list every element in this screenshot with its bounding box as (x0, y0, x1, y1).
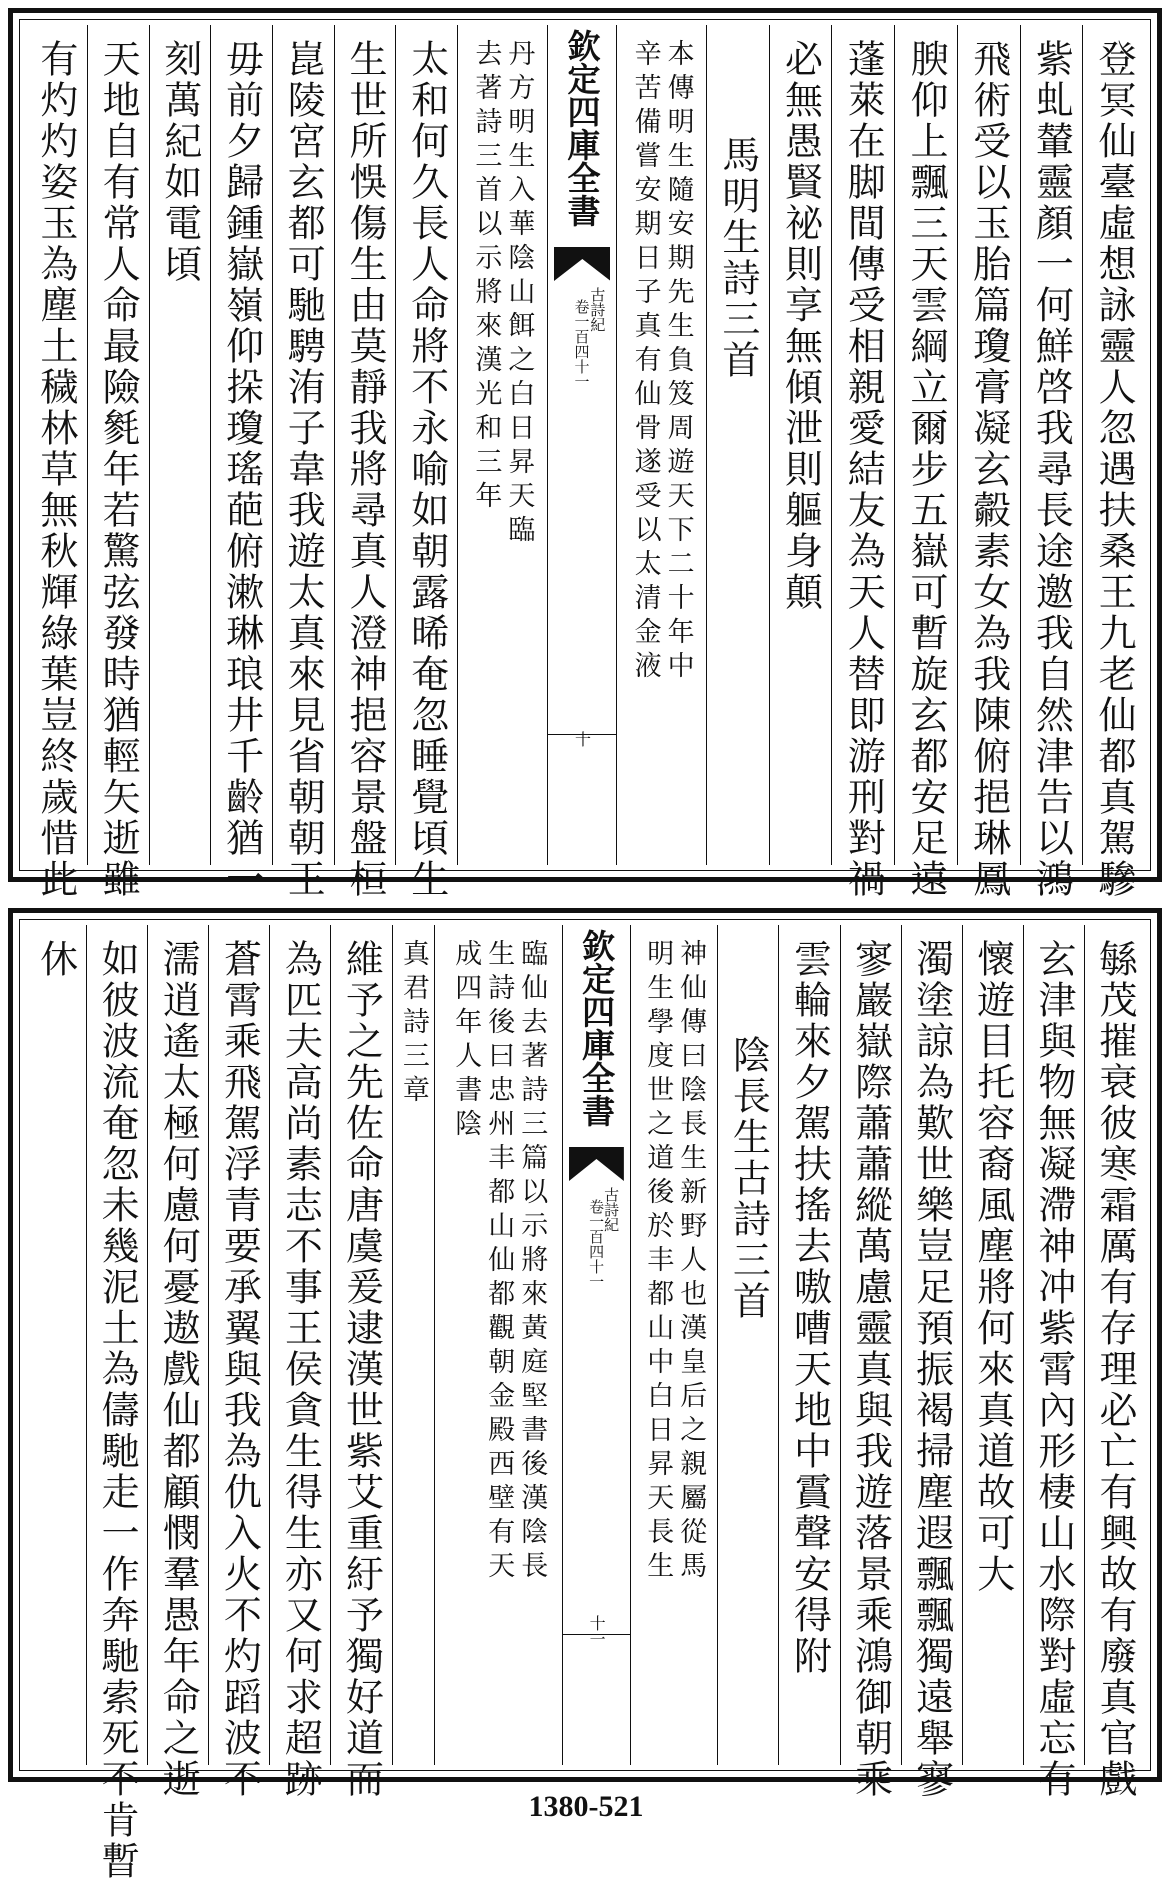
verse-line: 休 (33, 939, 78, 980)
note-line: 神仙傳曰陰長生新野人也漢皇后之親屬從馬 (675, 939, 707, 1585)
leaf-number: 十一 (587, 1615, 607, 1647)
verse-line: 緐茂摧衰彼寒霜厲有存理必亡有興故有廢真官戲 (1092, 939, 1137, 1800)
text-column (334, 25, 396, 900)
text-column (149, 25, 211, 865)
text-column (210, 25, 272, 900)
text-column (208, 925, 269, 1800)
verse-line: 懷遊目托容裔風塵將何來真道故可大 (970, 939, 1015, 1595)
verse-line: 刻萬紀如電頃 (157, 39, 202, 285)
verse-line: 蓬萊在脚間傳受相親愛結友為天人替即游刑對禍 (841, 39, 886, 900)
verse-line: 維予之先佐命唐虞爰逮漢世紫艾重紆予獨好道而 (339, 939, 384, 1800)
center-fold (562, 925, 630, 1765)
text-column (894, 25, 957, 900)
verse-line: 必無愚賢祕則享無傾泄則軀身顛 (778, 39, 823, 613)
text-column (831, 25, 894, 900)
center-fold (547, 25, 617, 865)
volume-number: 卷一百四十一 (587, 1199, 606, 1289)
library-title: 欽定四庫全書 (562, 29, 602, 227)
top-columns (25, 25, 1145, 900)
text-column (25, 25, 87, 900)
verse-line: 生世所悞傷生由莫靜我將尋真人澄神挹容景盤桓 (343, 39, 388, 900)
note-column (392, 925, 435, 1765)
verse-line: 紫虬輦靈顏一何鮮啓我尋長途邀我自然津告以鴻 (1029, 39, 1074, 900)
text-column (330, 925, 391, 1800)
verse-line: 蒼霄乘飛駕浮青要承翼與我為仇入火不灼蹈波不 (217, 939, 262, 1800)
verse-line: 腴仰上飄三天雲綱立爾步五嶽可暫旋玄都安足遠 (903, 39, 948, 900)
volume-number: 卷一百四十一 (572, 299, 591, 389)
note-line: 丹方明生入華陰山餌之白日昇天臨 (503, 39, 535, 549)
verse-line: 飛術受以玉胎篇瓊膏凝玄㲉素女為我陳俯挹琳鳳 (966, 39, 1011, 900)
poem-title: 馬明生詩三首 (715, 135, 760, 381)
text-column (1082, 25, 1145, 900)
note-line: 辛苦備嘗安期日子真有仙骨遂受以太清金液 (629, 39, 661, 685)
poem-title-column (706, 25, 769, 865)
text-column (269, 925, 330, 1800)
verse-line: 太和何久長人命將不永喻如朝露晞奄忽睡覺頃生 (404, 39, 449, 900)
text-column (769, 25, 832, 865)
note-line: 明生學度世之道後於丰都山中白日昇天長生 (642, 939, 674, 1585)
text-column (272, 25, 334, 900)
text-column (957, 25, 1020, 900)
text-column (901, 925, 962, 1800)
note-line: 去著詩三首以示將來漢光和三年 (470, 39, 502, 515)
book-title: 古詩紀 (588, 287, 607, 332)
text-column (395, 25, 457, 900)
library-title: 欽定四庫全書 (577, 929, 617, 1127)
note-column (616, 25, 706, 865)
verse-line: 為匹夫高尚素志不事王侯貪生得生亦又何求超跡 (278, 939, 323, 1800)
text-column (1084, 925, 1145, 1800)
verse-line: 天地自有常人命最險毿年若驚弦發時猶輕矢逝雖 (96, 39, 141, 900)
verse-line: 寥巖嶽際蕭蕭縱萬慮靈真與我遊落景乘鴻御朝乘 (848, 939, 893, 1800)
note-line: 本傳明生隨安期先生負笈周遊天下二十年中 (662, 39, 694, 685)
text-column (1023, 925, 1084, 1800)
verse-line: 毋前夕歸鍾嶽嶺仰挆瓊瑤葩俯漱琳琅井千齡猶一 (219, 39, 264, 900)
verse-line: 有灼灼姿玉為塵土穢林草無秋輝綠葉豈終歲惜此 (33, 39, 78, 900)
poem-title: 陰長生古詩三首 (726, 1035, 771, 1322)
top-page (8, 8, 1162, 900)
note-column (457, 25, 547, 865)
note-line: 生詩後曰忠州丰都山仙都觀朝金殿西壁有天 (483, 939, 515, 1585)
verse-line: 玄津與物無凝滯神冲紫霄內形棲山水際對虛忘有 (1031, 939, 1076, 1800)
poem-title-column (717, 925, 778, 1765)
page-number: 1380-521 (528, 1790, 644, 1823)
verse-line: 濡逍遙太極何慮何憂遨戲仙都顧憫羣愚年命之逝 (156, 939, 201, 1800)
leaf-number: 十 (572, 731, 592, 747)
verse-line: 崑陵宮玄都可馳騁洧子韋我遊太真來見省朝朝王 (281, 39, 326, 900)
verse-line: 濁塗諒為歎世樂豈足預振褐掃塵遐飄飄獨遠舉寥 (909, 939, 954, 1800)
text-column (962, 925, 1023, 1765)
text-column (25, 925, 86, 1765)
text-column (147, 925, 208, 1800)
book-title: 古詩紀 (602, 1187, 621, 1232)
note-line: 成四年人書陰 (450, 939, 482, 1143)
verse-line: 如彼波流奄忽未幾泥土為儔馳走一作奔馳索死不肯暫 (95, 939, 140, 1882)
note-line: 真君詩三章 (397, 939, 429, 1109)
text-column (1020, 25, 1083, 900)
note-column (434, 925, 562, 1765)
verse-line: 登冥仙臺虛想詠靈人忽遇扶桑王九老仙都真駕驂 (1092, 39, 1137, 900)
text-column (86, 925, 147, 1882)
fish-tail-icon (569, 1147, 624, 1181)
fish-tail-icon (554, 247, 611, 281)
text-column (778, 925, 839, 1765)
note-column (630, 925, 717, 1765)
verse-line: 雲輪來夕駕扶搖去嗷嘈天地中霣聲安得附 (787, 939, 832, 1677)
note-line: 臨仙去著詩三篇以示將來黃庭堅書後漢陰長 (516, 939, 548, 1585)
text-column (840, 925, 901, 1800)
text-column (87, 25, 149, 900)
